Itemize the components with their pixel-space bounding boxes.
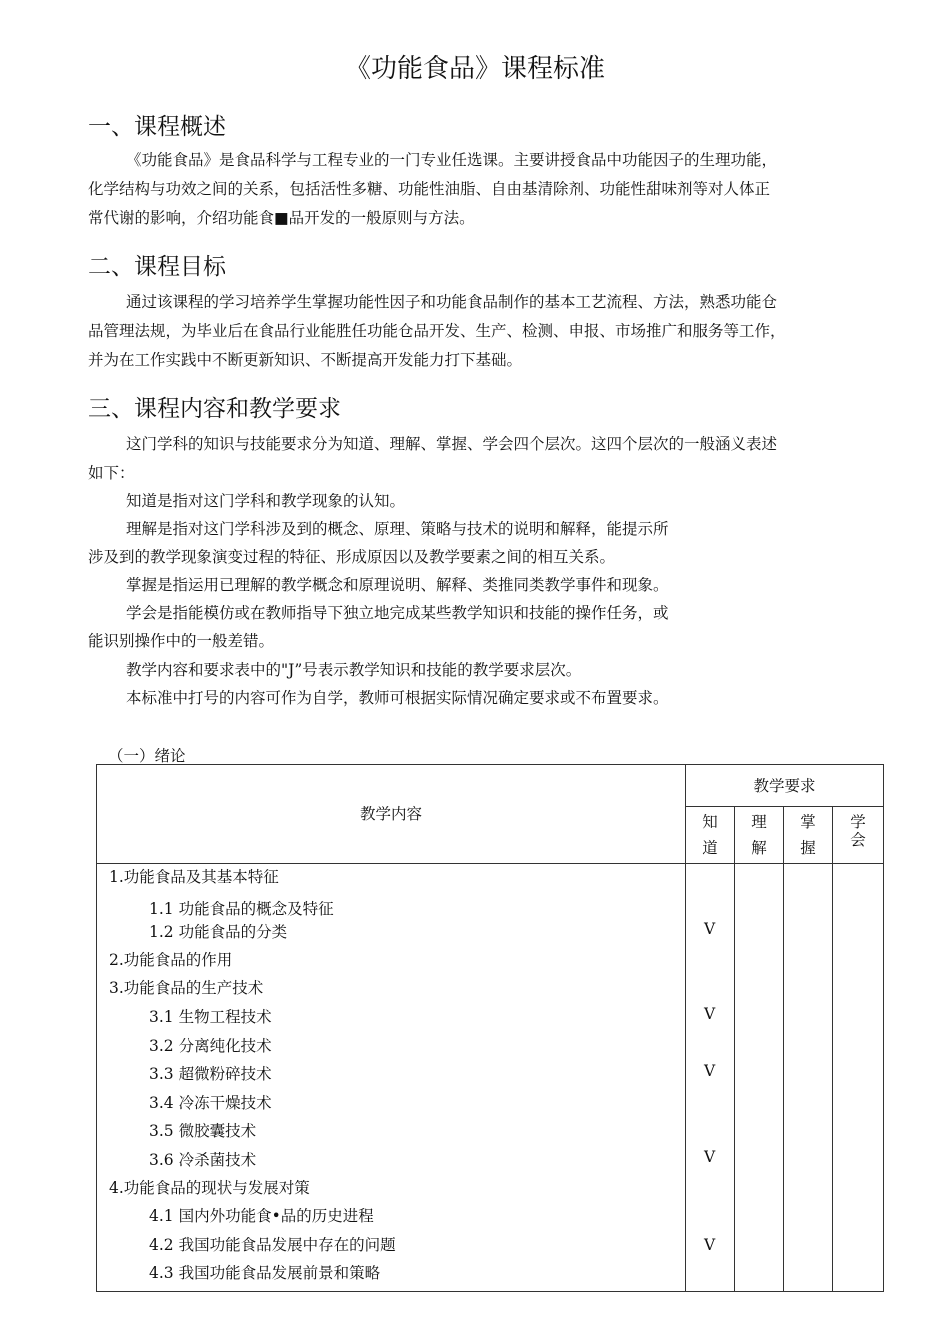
level-know-char-1: 知: [702, 813, 718, 831]
list-item: 3.1 生物工程技术: [149, 1008, 272, 1026]
section-heading-content: 三、课程内容和教学要求: [88, 396, 341, 422]
content-line-7: 学会是指能模仿或在教师指导下独立地完成某些教学知识和技能的操作任务，或: [126, 604, 669, 622]
requirement-mark: V: [704, 920, 716, 938]
list-item: 3.4 冷冻干燥技术: [149, 1094, 272, 1112]
level-master-cell: [784, 807, 833, 864]
level-understand-char-1: 理: [751, 813, 767, 831]
content-line-3: 知道是指对这门学科和教学现象的认知。: [126, 492, 406, 510]
requirement-mark: V: [704, 1062, 716, 1080]
page-title: 《功能食品》课程标准: [344, 54, 605, 84]
list-item: 4.功能食品的现状与发展对策: [109, 1179, 310, 1197]
section-heading-overview: 一、课程概述: [88, 114, 226, 140]
master-marks-cell: [784, 864, 833, 1292]
list-item: 3.功能食品的生产技术: [109, 979, 264, 997]
list-item: 1.2 功能食品的分类: [149, 923, 288, 941]
list-item: 3.2 分离纯化技术: [149, 1037, 272, 1055]
list-item: 3.6 冷杀菌技术: [149, 1151, 257, 1169]
list-item: 1.1 功能食品的概念及特征: [149, 900, 334, 918]
list-item: 4.3 我国功能食品发展前景和策略: [149, 1264, 381, 1282]
overview-line-1: 《功能食品》是食品科学与工程专业的一门专业任选课。主要讲授食品中功能因子的生理功能，: [126, 151, 778, 169]
know-marks-cell: [686, 864, 735, 1292]
goals-line-3: 并为在工作实践中不断更新知识、不断提高开发能力打下基础。: [88, 351, 523, 369]
content-line-6: 掌握是指运用已理解的教学概念和原理说明、解释、类推同类教学事件和现象。: [126, 576, 669, 594]
goals-line-1: 通过该课程的学习培养学生掌握功能性因子和功能食品制作的基本工艺流程、方法，熟悉功能仓: [126, 293, 778, 311]
content-line-5: 涉及到的教学现象演变过程的特征、形成原因以及教学要素之间的相互关系。: [88, 548, 616, 566]
content-line-10: 本标准中打号的内容可作为自学，教师可根据实际情况确定要求或不布置要求。: [126, 689, 669, 707]
list-item: 4.1 国内外功能食•品的历史进程: [149, 1207, 374, 1225]
header-requirements-label: 教学要求: [753, 776, 816, 795]
header-content-label: 教学内容: [359, 805, 422, 823]
overview-line-3: 常代谢的影响，介绍功能食■品开发的一般原则与方法。: [88, 209, 475, 227]
learn-marks-cell: [833, 864, 884, 1292]
level-master-char-2: 握: [800, 839, 816, 857]
section-heading-goals: 二、课程目标: [88, 254, 226, 280]
content-line-9: 教学内容和要求表中的"J”号表示教学知识和技能的教学要求层次。: [126, 661, 582, 679]
list-item: 3.3 超微粉碎技术: [149, 1065, 272, 1083]
level-master-char-1: 掌: [800, 813, 816, 831]
level-learn-cell: [833, 807, 884, 864]
course-table: [96, 764, 884, 1292]
level-know-char-2: 道: [702, 839, 718, 857]
level-know-cell: [686, 807, 735, 864]
list-item: 3.5 微胶囊技术: [149, 1122, 257, 1140]
level-learn-char-1: 学: [850, 813, 866, 831]
level-learn-char-2: 会: [850, 831, 866, 849]
level-understand-cell: [735, 807, 784, 864]
header-requirements-cell: [686, 765, 884, 807]
understand-marks-cell: [735, 864, 784, 1292]
requirement-mark: V: [704, 1236, 716, 1254]
content-items-cell: [97, 864, 686, 1292]
list-item: 4.2 我国功能食品发展中存在的问题: [149, 1236, 396, 1254]
content-line-1: 这门学科的知识与技能要求分为知道、理解、掌握、学会四个层次。这四个层次的一般涵义表述: [126, 435, 778, 453]
requirement-mark: V: [704, 1005, 716, 1023]
requirement-mark: V: [704, 1148, 716, 1166]
list-item: 2.功能食品的作用: [109, 951, 233, 969]
level-understand-char-2: 解: [751, 839, 767, 857]
goals-line-2: 品管理法规，为毕业后在食品行业能胜任功能仓品开发、生产、检测、申报、市场推广和服务等工作，: [88, 322, 786, 340]
table-caption: （一）绪论: [108, 747, 186, 765]
list-item: 1.功能食品及其基本特征: [109, 868, 279, 886]
content-line-2: 如下：: [88, 464, 135, 482]
header-content-cell: [97, 765, 686, 864]
overview-line-2: 化学结构与功效之间的关系，包括活性多糖、功能性油脂、自由基清除剂、功能性甜味剂等对人体正: [88, 180, 771, 198]
content-line-4: 理解是指对这门学科涉及到的概念、原理、策略与技术的说明和解释，能提示所: [126, 520, 669, 538]
content-line-8: 能识别操作中的一般差错。: [88, 632, 275, 650]
